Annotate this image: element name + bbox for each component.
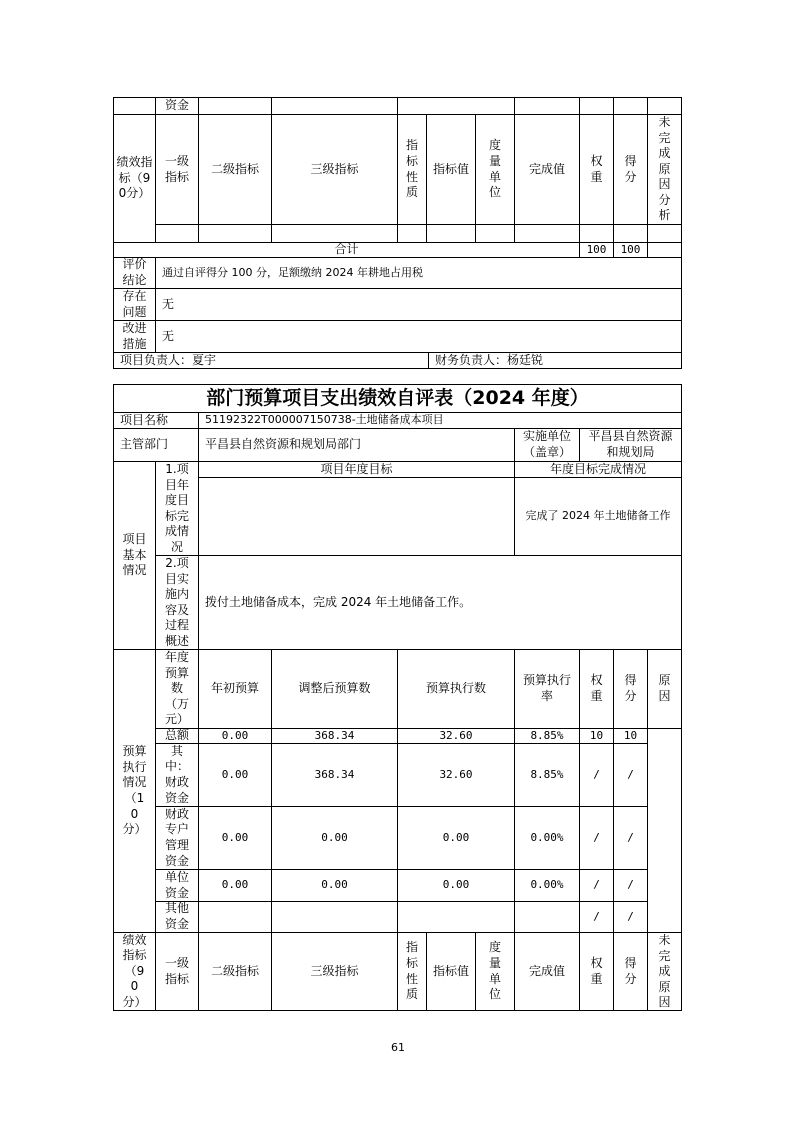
- budget-weight: /: [579, 901, 614, 933]
- completion-header: 年度目标完成情况: [514, 461, 682, 478]
- budget-initial: 0.00: [198, 869, 272, 902]
- total-weight: 100: [579, 242, 614, 258]
- issues-label: 存在问题: [113, 288, 156, 321]
- cell: [514, 224, 580, 243]
- budget-executed: 32.60: [397, 743, 515, 807]
- budget-adjusted: 0.00: [271, 869, 398, 902]
- budget-header: 年初预算: [198, 649, 272, 729]
- issues-text: 无: [155, 288, 682, 321]
- perf-header: 指标值: [426, 114, 476, 225]
- budget-executed: [397, 901, 515, 933]
- cell: [155, 224, 199, 243]
- budget-header: 得分: [613, 649, 648, 729]
- perf-header: 指标性质: [397, 932, 427, 1011]
- conclusion-label: 评价结论: [113, 257, 156, 289]
- perf-header: 权重: [579, 932, 614, 1011]
- budget-label: 总额: [155, 728, 199, 744]
- budget-executed: 32.60: [397, 728, 515, 744]
- budget-rate: 8.85%: [514, 743, 580, 807]
- budget-label: 其他资金: [155, 901, 199, 933]
- budget-initial: 0.00: [198, 806, 272, 870]
- improve-text: 无: [155, 320, 682, 353]
- budget-rate: 8.85%: [514, 728, 580, 744]
- completion-text: 完成了 2024 年土地储备工作: [514, 477, 682, 556]
- budget-label: 财政专户管理资金: [155, 806, 199, 870]
- cell: [271, 224, 398, 243]
- cell: [475, 224, 515, 243]
- budget-header: 调整后预算数: [271, 649, 398, 729]
- budget-weight: /: [579, 869, 614, 902]
- finance-lead: 财务负责人：杨廷锐: [428, 352, 682, 369]
- perf-header: 完成值: [514, 932, 580, 1011]
- budget-header: 预算执行率: [514, 649, 580, 729]
- cell: [198, 97, 272, 115]
- budget-rate: 0.00%: [514, 806, 580, 870]
- impl-unit: 平昌县自然资源和规划局: [579, 428, 682, 462]
- perf-header: 得分: [613, 932, 648, 1011]
- perf-header: 指标值: [426, 932, 476, 1011]
- budget-initial: 0.00: [198, 728, 272, 744]
- budget-rate: 0.00%: [514, 869, 580, 902]
- perf-header: 度量单位: [475, 932, 515, 1011]
- budget-initial: [198, 901, 272, 933]
- perf-header: 三级指标: [271, 114, 398, 225]
- project-lead: 项目负责人：夏宇: [113, 352, 429, 369]
- total-label: 合计: [113, 242, 580, 258]
- process-text: 拨付土地储备成本，完成 2024 年土地储备工作。: [198, 555, 682, 650]
- budget-adjusted: 0.00: [271, 806, 398, 870]
- cell: [647, 224, 682, 243]
- cell: [426, 224, 476, 243]
- budget-header: 原因: [647, 649, 682, 729]
- total-score: 100: [613, 242, 648, 258]
- budget-rate: [514, 901, 580, 933]
- budget-adjusted: 368.34: [271, 728, 398, 744]
- process-label: 2.项目实施内容及过程概述: [155, 555, 199, 650]
- perf-header: 完成值: [514, 114, 580, 225]
- budget-score: /: [613, 869, 648, 902]
- cell: [579, 224, 614, 243]
- budget-header: 预算执行数: [397, 649, 515, 729]
- cell: [613, 97, 648, 115]
- page-number: 61: [391, 1041, 405, 1054]
- improve-label: 改进措施: [113, 320, 156, 353]
- goal-row-label: 1.项目年度目标完成情况: [155, 461, 199, 556]
- perf-label: 绩效指标（90分）: [113, 932, 156, 1011]
- budget-score: /: [613, 806, 648, 870]
- budget-weight: /: [579, 806, 614, 870]
- perf-header: 度量单位: [475, 114, 515, 225]
- budget-label: 其中：财政资金: [155, 743, 199, 807]
- perf-header: 权重: [579, 114, 614, 225]
- budget-score: /: [613, 901, 648, 933]
- budget-header: 年度预算数（万元）: [155, 649, 199, 729]
- project-name-label: 项目名称: [113, 412, 199, 429]
- budget-weight: /: [579, 743, 614, 807]
- budget-header: 权重: [579, 649, 614, 729]
- budget-score: 10: [613, 728, 648, 744]
- cell: [198, 224, 272, 243]
- budget-label: 单位资金: [155, 869, 199, 902]
- budget-adjusted: [271, 901, 398, 933]
- perf-header: 一级指标: [155, 932, 199, 1011]
- budget-executed: 0.00: [397, 869, 515, 902]
- budget-initial: 0.00: [198, 743, 272, 807]
- basic-label: 项目基本情况: [113, 461, 156, 650]
- cell: [647, 242, 682, 258]
- perf-header: 未完成原因: [647, 932, 682, 1011]
- perf-header: 三级指标: [271, 932, 398, 1011]
- perf-header: 指标性质: [397, 114, 427, 225]
- cell: [514, 97, 580, 115]
- dept: 平昌县自然资源和规划局部门: [198, 428, 515, 462]
- perf-header: 得分: [613, 114, 648, 225]
- goal-header: 项目年度目标: [198, 461, 515, 478]
- cell: [579, 97, 614, 115]
- perf-header: 二级指标: [198, 932, 272, 1011]
- perf-header: 未完成原因分析: [647, 114, 682, 225]
- dept-label: 主管部门: [113, 428, 199, 462]
- budget-executed: 0.00: [397, 806, 515, 870]
- perf-header: 二级指标: [198, 114, 272, 225]
- budget-weight: 10: [579, 728, 614, 744]
- reason-cell: [647, 728, 682, 933]
- budget-label: 预算执行情况（10分）: [113, 649, 156, 933]
- perf-label: 绩效指标（90分）: [113, 114, 156, 243]
- fund-label: 资金: [155, 97, 199, 115]
- budget-adjusted: 368.34: [271, 743, 398, 807]
- conclusion-text: 通过自评得分 100 分，足额缴纳 2024 年耕地占用税: [155, 257, 682, 289]
- cell: [271, 97, 398, 115]
- goal-text: [198, 477, 515, 556]
- form-title: 部门预算项目支出绩效自评表（2024 年度）: [113, 384, 682, 413]
- project-name: 51192322T000007150738-土地储备成本项目: [198, 412, 682, 429]
- budget-score: /: [613, 743, 648, 807]
- cell: [613, 224, 648, 243]
- cell: [113, 97, 156, 115]
- impl-label: 实施单位（盖章）: [514, 428, 580, 462]
- cell: [647, 97, 682, 115]
- cell: [397, 97, 515, 115]
- perf-header: 一级指标: [155, 114, 199, 225]
- cell: [397, 224, 427, 243]
